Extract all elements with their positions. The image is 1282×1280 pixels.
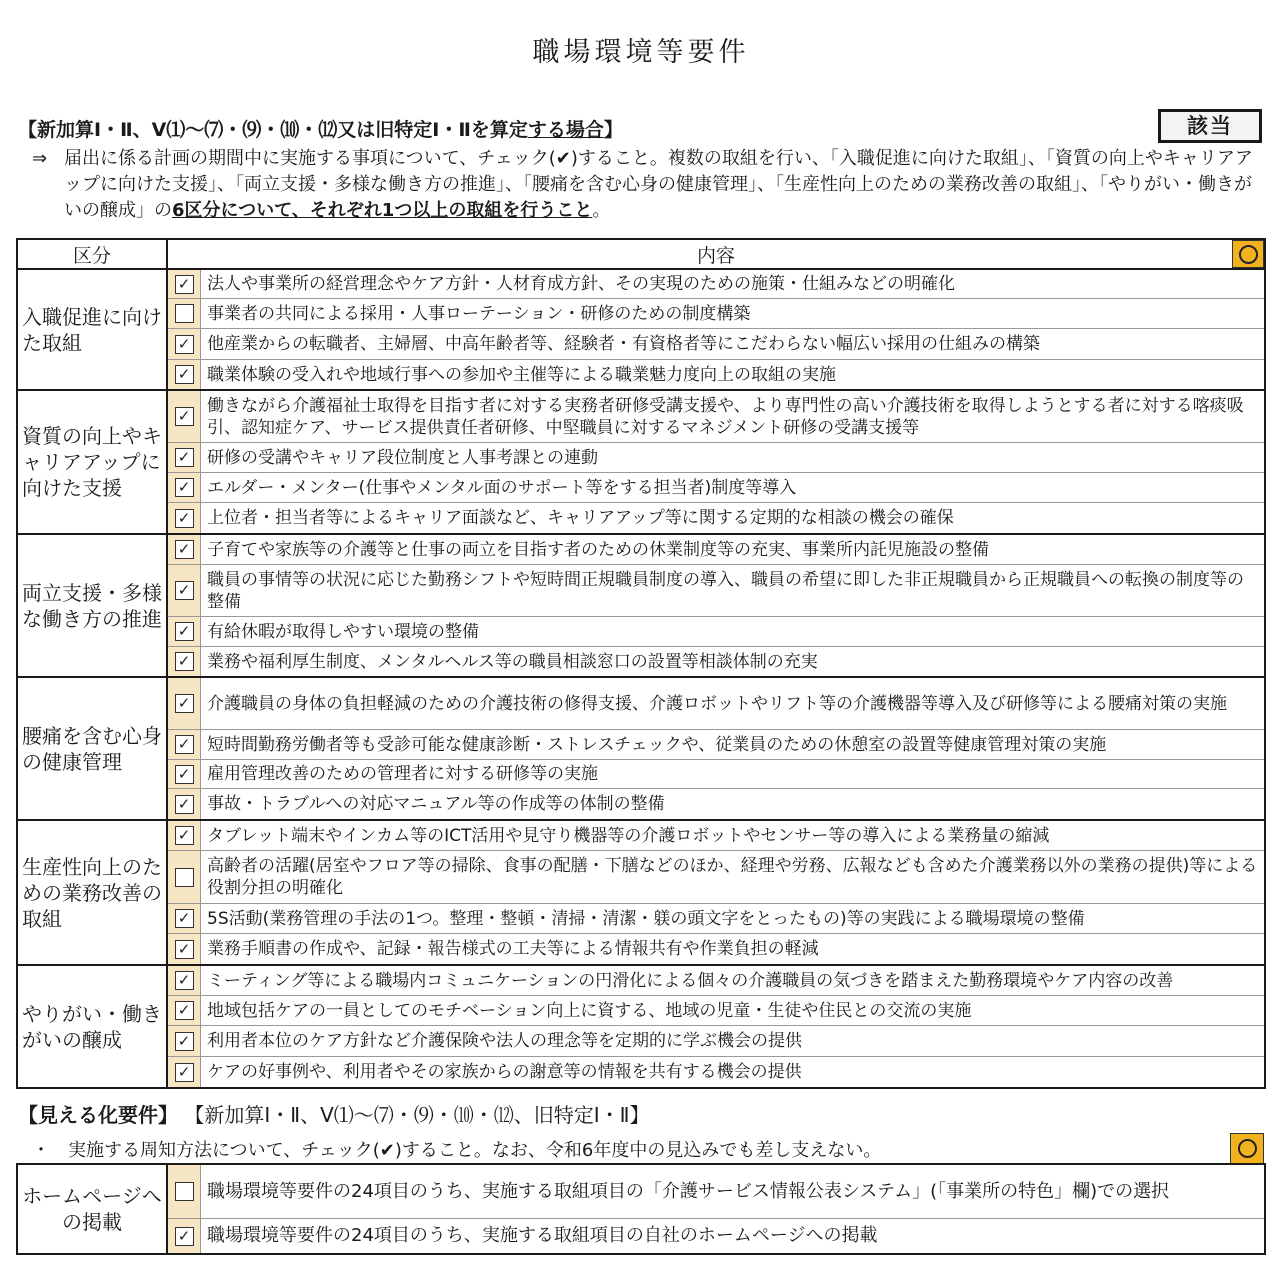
applicable-badge: 該当 <box>1158 109 1262 143</box>
checklist-item-text: 事業者の共同による採用・人事ローテーション・研修のための制度構築 <box>207 303 751 324</box>
checklist-item-text: 利用者本位のケア方針など介護保険や法人の理念等を定期的に学ぶ機会の提供 <box>207 1031 802 1051</box>
checked-checkbox[interactable] <box>175 652 194 671</box>
checked-checkbox[interactable] <box>175 540 194 559</box>
checklist-item-text: 介護職員の身体の負担軽減のための介護技術の修得支援、介護ロボットやリフト等の介護機器等導入及び研修等による腰痛対策の実施 <box>207 693 1227 714</box>
checklist-item <box>168 617 1264 647</box>
bullet: ・ <box>32 1140 50 1161</box>
checklist-item-text: 雇用管理改善のための管理者に対する研修等の実施 <box>207 764 598 784</box>
checkmark-icon: ✓ <box>177 622 191 640</box>
checkbox-cell <box>168 1219 201 1253</box>
visibility-note-text: 実施する周知方法について、チェック(✔)すること。なお、令和6年度中の見込みでも差し支えない。 <box>68 1140 882 1161</box>
instruction-note <box>32 146 1262 224</box>
checkbox-cell <box>168 934 201 964</box>
checklist-item <box>168 730 1264 760</box>
category-items <box>167 269 1265 390</box>
checkbox-cell <box>168 535 201 564</box>
category-label: やりがい・働きがいの醸成 <box>17 965 167 1088</box>
category-items <box>167 534 1265 677</box>
checked-checkbox[interactable] <box>175 622 194 641</box>
checkbox-cell <box>168 1026 201 1056</box>
checkmark-icon: ✓ <box>177 478 191 496</box>
visibility-note <box>32 1136 881 1162</box>
instruction-end: 。 <box>592 200 611 221</box>
checklist-item <box>168 473 1264 503</box>
checkbox-cell <box>168 851 201 903</box>
checklist-item <box>168 996 1264 1026</box>
checklist-item-text: 他産業からの転職者、主婦層、中高年齢者等、経験者・有資格者等にこだわらない幅広い採用の仕組みの構築 <box>207 334 1040 354</box>
checkmark-icon: ✓ <box>177 735 191 753</box>
checklist-item <box>168 851 1264 904</box>
checkbox-cell <box>168 789 201 819</box>
checkbox-cell <box>168 647 201 676</box>
checklist-item-text: 職場環境等要件の24項目のうち、実施する取組項目の自社のホームページへの掲載 <box>207 1225 878 1246</box>
checklist-item <box>168 789 1264 819</box>
checked-checkbox[interactable] <box>175 478 194 497</box>
condition-underlined: する場合 <box>527 119 604 141</box>
header-category: 区分 <box>17 239 167 269</box>
unchecked-checkbox[interactable] <box>175 304 194 323</box>
checkmark-icon: ✓ <box>177 1226 191 1245</box>
checklist-item <box>168 760 1264 789</box>
checklist-item-text: 法人や事業所の経営理念やケア方針・人材育成方針、その実現のための施策・仕組みなどの明確化 <box>207 274 955 294</box>
checkbox-cell <box>168 730 201 759</box>
visibility-items <box>167 1164 1265 1254</box>
checkbox-cell <box>168 996 201 1025</box>
checkmark-icon: ✓ <box>177 274 191 293</box>
instruction-text: 届出に係る計画の期間中に実施する事項について、チェック(✔)すること。複数の取組を行い、「入職促進に向けた取組」、「資質の向上やキャリアアップに向けた支援」、「両立支援・多様な働き方の推進」、「腰痛を含む心身の健康管理」、「生産性向上のための業務改善の取組」、「やりがい・働きがいの醸成」の <box>64 148 1253 221</box>
checklist-item <box>168 1057 1264 1087</box>
checkmark-icon: ✓ <box>177 939 191 958</box>
checklist-item <box>168 391 1264 443</box>
checkbox-cell <box>168 360 201 389</box>
checked-checkbox[interactable] <box>175 826 194 845</box>
category-items <box>167 965 1265 1088</box>
instruction-emphasis: 6区分について、それぞれ1つ以上の取組を行うこと <box>172 200 593 221</box>
checked-checkbox[interactable] <box>175 971 194 990</box>
checklist-item <box>168 1026 1264 1057</box>
checked-checkbox[interactable] <box>175 1227 194 1246</box>
page-title: 職場環境等要件 <box>532 37 750 68</box>
checked-checkbox[interactable] <box>175 909 194 928</box>
checklist-item-text: ケアの好事例や、利用者やその家族からの謝意等の情報を共有する機会の提供 <box>207 1062 802 1082</box>
category-items <box>167 677 1265 820</box>
checked-checkbox[interactable] <box>175 335 194 354</box>
category-items <box>167 390 1265 534</box>
checkmark-icon: ✓ <box>177 1062 191 1081</box>
circle-marker-icon <box>1232 240 1264 268</box>
checklist-item-text: ミーティング等による職場内コミュニケーションの円滑化による個々の介護職員の気づきを踏まえた勤務環境やケア内容の改善 <box>207 970 1174 991</box>
checkbox-cell <box>168 299 201 328</box>
checklist-item <box>168 821 1264 851</box>
checklist-item-text: 子育てや家族等の介護等と仕事の両立を目指す者のための休業制度等の充実、事業所内託児施設の整備 <box>207 539 989 560</box>
checked-checkbox[interactable] <box>175 365 194 384</box>
checkbox-cell <box>168 1057 201 1087</box>
checked-checkbox[interactable] <box>175 795 194 814</box>
checklist-item <box>168 678 1264 730</box>
checked-checkbox[interactable] <box>175 581 194 600</box>
visibility-category: ホームページへの掲載 <box>17 1164 167 1254</box>
checklist-item-text: 上位者・担当者等によるキャリア面談など、キャリアアップ等に関する定期的な相談の機会の確保 <box>207 508 954 528</box>
checked-checkbox[interactable] <box>175 407 194 426</box>
category-label: 入職促進に向けた取組 <box>17 269 167 390</box>
checkbox-cell <box>168 503 201 533</box>
condition-heading <box>18 115 623 142</box>
checkbox-cell <box>168 821 201 850</box>
checklist-item <box>168 443 1264 473</box>
checklist-item <box>168 299 1264 329</box>
checklist-item <box>168 647 1264 676</box>
circle-marker-icon <box>1230 1133 1264 1164</box>
category-row <box>17 534 1265 677</box>
checkmark-icon: ✓ <box>177 334 191 353</box>
checkmark-icon: ✓ <box>177 1001 191 1019</box>
checkmark-icon: ✓ <box>177 581 191 599</box>
checkbox-cell <box>168 1165 201 1218</box>
checked-checkbox[interactable] <box>175 765 194 784</box>
checklist-item <box>168 966 1264 996</box>
header-content <box>167 239 1265 269</box>
checklist-item <box>168 535 1264 565</box>
checklist-item <box>168 360 1264 389</box>
checked-checkbox[interactable] <box>175 940 194 959</box>
checklist-item <box>168 329 1264 360</box>
checklist-item-text: 業務や福利厚生制度、メンタルヘルス等の職員相談窓口の設置等相談体制の充実 <box>207 651 818 672</box>
category-row <box>17 965 1265 1088</box>
checked-checkbox[interactable] <box>175 509 194 528</box>
category-row <box>17 820 1265 965</box>
checklist-item-text: 研修の受講やキャリア段位制度と人事考課との連動 <box>207 447 598 468</box>
checklist-item-text: 職員の事情等の状況に応じた勤務シフトや短時間正規職員制度の導入、職員の希望に即した非正規職員から正規職員への転換の制度等の整備 <box>207 569 1244 612</box>
checklist-item-text: 職業体験の受入れや地域行事への参加や主催等による職業魅力度向上の取組の実施 <box>207 364 836 385</box>
visibility-table <box>16 1163 1266 1255</box>
checkbox-cell <box>168 904 201 933</box>
checkmark-icon: ✓ <box>177 508 191 527</box>
checkmark-icon: ✓ <box>177 652 191 670</box>
unchecked-checkbox[interactable] <box>175 868 194 887</box>
checklist-item-text: 職場環境等要件の24項目のうち、実施する取組項目の「介護サービス情報公表システム」(「事業所の特色」欄)での選択 <box>207 1180 1170 1202</box>
checklist-item-text: 地域包括ケアの一員としてのモチベーション向上に資する、地域の児童・生徒や住民との交流の実施 <box>207 1000 972 1021</box>
checklist-item-text: エルダー・メンター(仕事やメンタル面のサポート等をする担当者)制度等導入 <box>207 477 797 498</box>
condition-close: 】 <box>603 119 623 141</box>
category-row <box>17 390 1265 534</box>
condition-text: 【新加算Ⅰ・Ⅱ、Ⅴ⑴～⑺・⑼・⑽・⑿又は旧特定Ⅰ・Ⅱを算定 <box>18 119 528 141</box>
category-label: 生産性向上のための業務改善の取組 <box>17 820 167 965</box>
visibility-scope: 【新加算Ⅰ・Ⅱ、Ⅴ⑴～⑺・⑼・⑽・⑿、旧特定Ⅰ・Ⅱ】 <box>184 1103 650 1127</box>
checkbox-cell <box>168 760 201 788</box>
category-label: 腰痛を含む心身の健康管理 <box>17 677 167 820</box>
checked-checkbox[interactable] <box>175 694 194 713</box>
checklist-item <box>168 270 1264 299</box>
checklist-item <box>168 503 1264 533</box>
checkmark-icon: ✓ <box>177 826 191 844</box>
visibility-heading <box>18 1099 650 1128</box>
category-items <box>167 820 1265 965</box>
checkbox-cell <box>168 473 201 502</box>
checkbox-cell <box>168 443 201 472</box>
checked-checkbox[interactable] <box>175 735 194 754</box>
checklist-item-text: 有給休暇が取得しやすい環境の整備 <box>207 621 479 642</box>
checkmark-icon: ✓ <box>177 1031 191 1050</box>
table-row <box>17 1164 1265 1254</box>
checkmark-icon: ✓ <box>177 365 191 383</box>
checklist-item-text: 業務手順書の作成や、記録・報告様式の工夫等による情報共有や作業負担の軽減 <box>207 939 819 959</box>
table-header <box>17 239 1265 269</box>
arrow-icon: ⇒ <box>32 148 48 169</box>
checklist-item-text: 高齢者の活躍(居室やフロア等の掃除、食事の配膳・下膳などのほか、経理や労務、広報なども含めた介護業務以外の業務の提供)等による役割分担の明確化 <box>207 856 1258 898</box>
checklist-item <box>168 904 1264 934</box>
checklist-item-text: 働きながら介護福祉士取得を目指す者に対する実務者研修受講支援や、より専門性の高い介護技術を取得しようとする者に対する喀痰吸引、認知症ケア、サービス提供責任者研修、中堅職員に対するマネジメント研修の受講支援等 <box>207 395 1244 438</box>
checked-checkbox[interactable] <box>175 275 194 294</box>
checkbox-cell <box>168 329 201 359</box>
checklist-item <box>168 934 1264 964</box>
unchecked-checkbox[interactable] <box>175 1182 194 1201</box>
checkmark-icon: ✓ <box>177 448 191 466</box>
checked-checkbox[interactable] <box>175 1001 194 1020</box>
checkmark-icon: ✓ <box>177 407 191 425</box>
checklist-item-text: 事故・トラブルへの対応マニュアル等の作成等の体制の整備 <box>207 794 665 814</box>
category-label: 資質の向上やキャリアアップに向けた支援 <box>17 390 167 534</box>
header-content-label: 内容 <box>696 244 735 267</box>
checked-checkbox[interactable] <box>175 1032 194 1051</box>
visibility-title: 【見える化要件】 <box>18 1103 178 1127</box>
checklist-item <box>168 1219 1264 1253</box>
category-row <box>17 677 1265 820</box>
checkmark-icon: ✓ <box>177 764 191 783</box>
checkmark-icon: ✓ <box>177 971 191 989</box>
checkbox-cell <box>168 966 201 995</box>
checkbox-cell <box>168 617 201 646</box>
checkbox-cell <box>168 270 201 298</box>
checklist-item <box>168 1165 1264 1219</box>
checkmark-icon: ✓ <box>177 794 191 813</box>
category-row <box>17 269 1265 390</box>
checklist-item-text: タブレット端末やインカム等のICT活用や見守り機器等の介護ロボットやセンサー等の導入による業務量の縮減 <box>207 825 1050 846</box>
checkbox-cell <box>168 391 201 442</box>
checkmark-icon: ✓ <box>177 694 191 712</box>
checkbox-cell <box>168 565 201 616</box>
checkmark-icon: ✓ <box>177 540 191 558</box>
requirements-table <box>16 238 1266 1089</box>
checkmark-icon: ✓ <box>177 909 191 927</box>
checklist-item <box>168 565 1264 617</box>
checked-checkbox[interactable] <box>175 1063 194 1082</box>
checklist-item-text: 5S活動(業務管理の手法の1つ。整理・整頓・清掃・清潔・躾の頭文字をとったもの)等の実践による職場環境の整備 <box>207 908 1085 929</box>
category-label: 両立支援・多様な働き方の推進 <box>17 534 167 677</box>
checked-checkbox[interactable] <box>175 448 194 467</box>
checkbox-cell <box>168 678 201 729</box>
checklist-item-text: 短時間勤務労働者等も受診可能な健康診断・ストレスチェックや、従業員のための休憩室の設置等健康管理対策の実施 <box>207 734 1107 755</box>
